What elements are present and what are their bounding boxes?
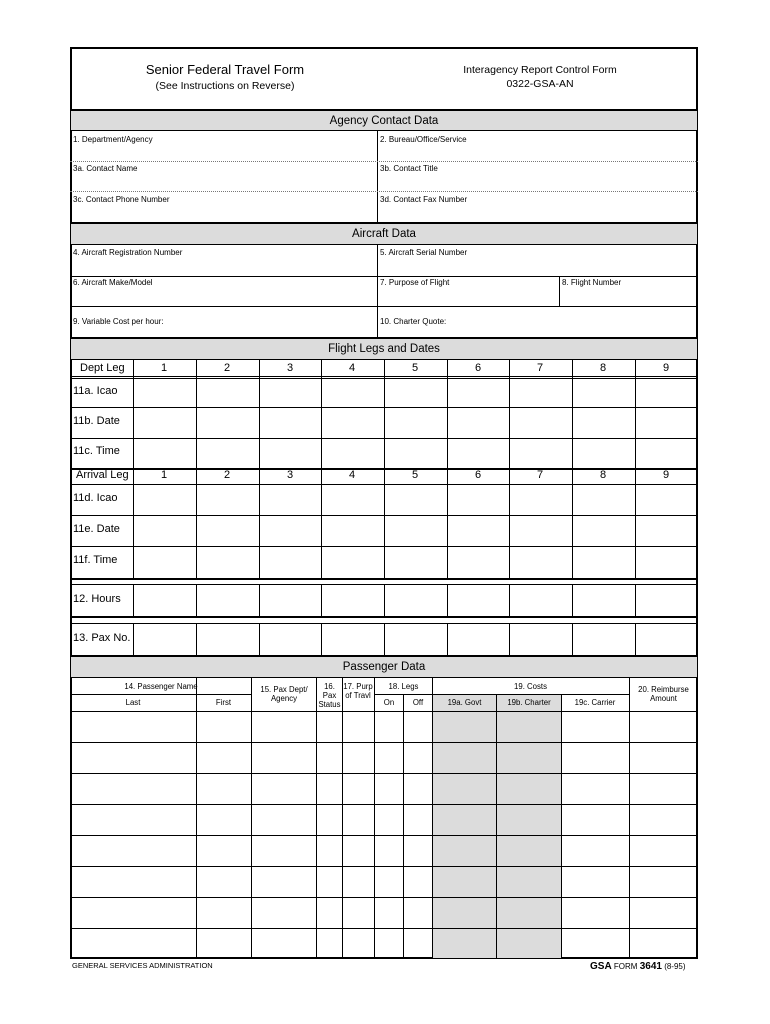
passenger-row-8-col-3-cell[interactable] <box>251 928 316 958</box>
passenger-row-8-col-10-cell[interactable] <box>561 928 629 958</box>
11c-leg-7-cell[interactable] <box>509 438 572 468</box>
passenger-row-4-col-11-cell[interactable] <box>629 804 697 835</box>
passenger-row-2-col-10-cell[interactable] <box>561 742 629 773</box>
passenger-row-4-col-2-cell[interactable] <box>196 804 251 835</box>
passenger-row-1-col-9-cell[interactable] <box>496 711 561 742</box>
passenger-row-2-col-4-cell[interactable] <box>316 742 342 773</box>
11c-leg-2-cell[interactable] <box>196 438 259 468</box>
passenger-row-3-col-4-cell[interactable] <box>316 773 342 804</box>
11e-leg-6-cell[interactable] <box>447 515 509 546</box>
passenger-row-1-col-8-cell[interactable] <box>432 711 496 742</box>
11a-leg-8-cell[interactable] <box>572 378 635 407</box>
header-purpose: 17. Purp of Travl <box>343 682 373 700</box>
passenger-row-7-col-8-cell[interactable] <box>432 897 496 928</box>
11f-leg-2-cell[interactable] <box>196 546 259 578</box>
passenger-row-6-col-10-cell[interactable] <box>561 866 629 897</box>
contact-name-field[interactable] <box>71 162 377 192</box>
passenger-row-4-col-5-cell[interactable] <box>342 804 374 835</box>
passenger-row-4-col-1-cell[interactable] <box>71 804 196 835</box>
12-leg-2-cell[interactable] <box>196 584 259 616</box>
12-leg-9-cell[interactable] <box>635 584 697 616</box>
form-title: Senior Federal Travel Form <box>145 62 305 77</box>
passenger-row-1-col-4-cell[interactable] <box>316 711 342 742</box>
11c-leg-9-cell[interactable] <box>635 438 697 468</box>
passenger-row-2-col-1-cell[interactable] <box>71 742 196 773</box>
passenger-row-5-col-11-cell[interactable] <box>629 835 697 866</box>
11b-leg-9-cell[interactable] <box>635 407 697 438</box>
passenger-row-3-col-2-cell[interactable] <box>196 773 251 804</box>
11f-leg-8-cell[interactable] <box>572 546 635 578</box>
passenger-row-4-col-10-cell[interactable] <box>561 804 629 835</box>
header-last: Last <box>125 698 141 707</box>
12-leg-1-cell[interactable] <box>133 584 196 616</box>
arrival-number: 4 <box>348 469 356 481</box>
dept-number: 6 <box>474 362 482 374</box>
11b-leg-6-cell[interactable] <box>447 407 509 438</box>
passenger-row-8-col-9-cell[interactable] <box>496 928 561 958</box>
contact-title-field[interactable] <box>378 162 697 192</box>
header-reimburse: 20. Reimburse Amount <box>638 685 689 703</box>
11a-leg-2-cell[interactable] <box>196 378 259 407</box>
passenger-row-6-col-5-cell[interactable] <box>342 866 374 897</box>
passenger-row-6-col-9-cell[interactable] <box>496 866 561 897</box>
11f-leg-4-cell[interactable] <box>321 546 384 578</box>
arrival-number: 7 <box>536 469 544 481</box>
grid-line <box>70 616 698 618</box>
11a-leg-1-cell[interactable] <box>133 378 196 407</box>
11c-leg-6-cell[interactable] <box>447 438 509 468</box>
row-11f-label: 11f. Time <box>73 554 118 566</box>
row-11b-label: 11b. Date <box>73 415 120 427</box>
contact-fax-field[interactable] <box>378 192 697 222</box>
11e-leg-5-cell[interactable] <box>384 515 447 546</box>
contact-phone-field[interactable] <box>71 192 377 222</box>
footer-form: FORM <box>613 962 638 971</box>
passenger-row-6-col-1-cell[interactable] <box>71 866 196 897</box>
11a-leg-3-cell[interactable] <box>259 378 321 407</box>
contact-fax-label: 3d. Contact Fax Number <box>380 195 468 204</box>
11a-leg-4-cell[interactable] <box>321 378 384 407</box>
form-subtitle: (See Instructions on Reverse) <box>155 80 295 92</box>
header-charter: 19b. Charter <box>507 698 551 707</box>
passenger-row-8-col-11-cell[interactable] <box>629 928 697 958</box>
row-11c-label: 11c. Time <box>73 445 120 457</box>
passenger-row-5-col-3-cell[interactable] <box>251 835 316 866</box>
passenger-row-5-col-7-cell[interactable] <box>403 835 432 866</box>
11b-leg-4-cell[interactable] <box>321 407 384 438</box>
passenger-row-2-col-3-cell[interactable] <box>251 742 316 773</box>
passenger-row-5-col-1-cell[interactable] <box>71 835 196 866</box>
12-leg-7-cell[interactable] <box>509 584 572 616</box>
passenger-row-6-col-4-cell[interactable] <box>316 866 342 897</box>
passenger-row-2-col-2-cell[interactable] <box>196 742 251 773</box>
passenger-row-6-col-11-cell[interactable] <box>629 866 697 897</box>
11d-leg-2-cell[interactable] <box>196 484 259 515</box>
passenger-row-1-col-7-cell[interactable] <box>403 711 432 742</box>
bureau-field[interactable] <box>378 131 697 161</box>
11e-leg-9-cell[interactable] <box>635 515 697 546</box>
legs-band: Flight Legs and Dates <box>71 337 697 360</box>
variable-cost-label: 9. Variable Cost per hour: <box>73 317 164 326</box>
passenger-row-7-col-9-cell[interactable] <box>496 897 561 928</box>
dept-number: 7 <box>536 362 544 374</box>
passenger-row-1-col-11-cell[interactable] <box>629 711 697 742</box>
passenger-row-1-col-1-cell[interactable] <box>71 711 196 742</box>
header-govt: 19a. Govt <box>447 698 482 707</box>
passenger-row-5-col-2-cell[interactable] <box>196 835 251 866</box>
11f-leg-1-cell[interactable] <box>133 546 196 578</box>
12-leg-3-cell[interactable] <box>259 584 321 616</box>
passenger-row-1-col-6-cell[interactable] <box>374 711 403 742</box>
11f-leg-9-cell[interactable] <box>635 546 697 578</box>
serial-field[interactable] <box>378 245 697 276</box>
11d-leg-7-cell[interactable] <box>509 484 572 515</box>
header-first: First <box>215 698 232 707</box>
passenger-row-7-col-5-cell[interactable] <box>342 897 374 928</box>
passenger-row-3-col-7-cell[interactable] <box>403 773 432 804</box>
header-off: Off <box>412 698 424 707</box>
passenger-row-3-col-11-cell[interactable] <box>629 773 697 804</box>
purpose-label: 7. Purpose of Flight <box>380 278 450 287</box>
passenger-row-4-col-3-cell[interactable] <box>251 804 316 835</box>
11f-leg-6-cell[interactable] <box>447 546 509 578</box>
passenger-row-3-col-5-cell[interactable] <box>342 773 374 804</box>
passenger-row-7-col-10-cell[interactable] <box>561 897 629 928</box>
passenger-row-2-col-11-cell[interactable] <box>629 742 697 773</box>
passenger-row-8-col-6-cell[interactable] <box>374 928 403 958</box>
passenger-row-6-col-2-cell[interactable] <box>196 866 251 897</box>
12-leg-5-cell[interactable] <box>384 584 447 616</box>
passenger-row-5-col-5-cell[interactable] <box>342 835 374 866</box>
11d-leg-3-cell[interactable] <box>259 484 321 515</box>
charter-quote-field[interactable] <box>378 307 697 337</box>
passenger-row-5-col-10-cell[interactable] <box>561 835 629 866</box>
passenger-row-2-col-9-cell[interactable] <box>496 742 561 773</box>
contact-phone-label: 3c. Contact Phone Number <box>73 195 170 204</box>
dept-number: 1 <box>160 362 168 374</box>
footer-date: (8-95) <box>664 962 686 971</box>
11a-leg-9-cell[interactable] <box>635 378 697 407</box>
11c-leg-3-cell[interactable] <box>259 438 321 468</box>
flight-number-label: 8. Flight Number <box>562 278 622 287</box>
dept-number: 3 <box>286 362 294 374</box>
aircraft-band: Aircraft Data <box>71 222 697 245</box>
department-label: 1. Department/Agency <box>73 135 153 144</box>
11d-leg-1-cell[interactable] <box>133 484 196 515</box>
passenger-row-6-col-3-cell[interactable] <box>251 866 316 897</box>
grid-line <box>432 694 629 695</box>
arrival-number: 1 <box>160 469 168 481</box>
11b-leg-5-cell[interactable] <box>384 407 447 438</box>
arrival-number: 5 <box>411 469 419 481</box>
dept-number: 4 <box>348 362 356 374</box>
passenger-row-4-col-6-cell[interactable] <box>374 804 403 835</box>
passenger-row-3-col-3-cell[interactable] <box>251 773 316 804</box>
11e-leg-7-cell[interactable] <box>509 515 572 546</box>
11e-leg-2-cell[interactable] <box>196 515 259 546</box>
passenger-row-7-col-1-cell[interactable] <box>71 897 196 928</box>
passenger-row-7-col-7-cell[interactable] <box>403 897 432 928</box>
passenger-row-8-col-8-cell[interactable] <box>432 928 496 958</box>
contact-name-label: 3a. Contact Name <box>73 164 138 173</box>
header-pax-dept: 15. Pax Dept/ Agency <box>260 685 308 703</box>
passenger-row-7-col-4-cell[interactable] <box>316 897 342 928</box>
13-leg-2-cell[interactable] <box>196 623 259 655</box>
grid-line <box>70 958 698 959</box>
13-leg-7-cell[interactable] <box>509 623 572 655</box>
passenger-row-4-col-8-cell[interactable] <box>432 804 496 835</box>
arrival-leg-label: Arrival Leg <box>76 469 129 481</box>
arrival-number: 8 <box>599 469 607 481</box>
13-leg-8-cell[interactable] <box>572 623 635 655</box>
passenger-row-7-col-6-cell[interactable] <box>374 897 403 928</box>
header-passenger-name: 14. Passenger Name <box>124 682 198 691</box>
11b-leg-7-cell[interactable] <box>509 407 572 438</box>
row-11e-label: 11e. Date <box>73 523 120 535</box>
control-number: 0322-GSA-AN <box>506 78 574 90</box>
11b-leg-8-cell[interactable] <box>572 407 635 438</box>
charter-quote-label: 10. Charter Quote: <box>380 317 447 326</box>
dept-number: 8 <box>599 362 607 374</box>
grid-line <box>374 694 432 695</box>
footer-number: 3641 <box>639 961 662 972</box>
11b-leg-2-cell[interactable] <box>196 407 259 438</box>
13-leg-6-cell[interactable] <box>447 623 509 655</box>
passenger-row-5-col-4-cell[interactable] <box>316 835 342 866</box>
11e-leg-3-cell[interactable] <box>259 515 321 546</box>
variable-cost-field[interactable] <box>71 307 377 337</box>
passenger-row-4-col-7-cell[interactable] <box>403 804 432 835</box>
passenger-row-2-col-6-cell[interactable] <box>374 742 403 773</box>
passenger-row-5-col-9-cell[interactable] <box>496 835 561 866</box>
11e-leg-8-cell[interactable] <box>572 515 635 546</box>
agency-band: Agency Contact Data <box>71 109 697 131</box>
header-carrier: 19c. Carrier <box>574 698 616 707</box>
passenger-row-8-col-5-cell[interactable] <box>342 928 374 958</box>
12-leg-6-cell[interactable] <box>447 584 509 616</box>
13-leg-3-cell[interactable] <box>259 623 321 655</box>
footer-agency: GENERAL SERVICES ADMINISTRATION <box>72 961 213 970</box>
grid-line <box>71 694 251 695</box>
11f-leg-7-cell[interactable] <box>509 546 572 578</box>
11a-leg-6-cell[interactable] <box>447 378 509 407</box>
13-leg-5-cell[interactable] <box>384 623 447 655</box>
dept-number: 5 <box>411 362 419 374</box>
registration-label: 4. Aircraft Registration Number <box>73 248 183 257</box>
11b-leg-3-cell[interactable] <box>259 407 321 438</box>
11d-leg-5-cell[interactable] <box>384 484 447 515</box>
passenger-row-7-col-2-cell[interactable] <box>196 897 251 928</box>
passenger-band: Passenger Data <box>71 655 697 678</box>
11d-leg-8-cell[interactable] <box>572 484 635 515</box>
passenger-row-1-col-2-cell[interactable] <box>196 711 251 742</box>
row-11a-label: 11a. Icao <box>73 385 118 397</box>
11d-leg-4-cell[interactable] <box>321 484 384 515</box>
passenger-row-1-col-3-cell[interactable] <box>251 711 316 742</box>
13-leg-1-cell[interactable] <box>133 623 196 655</box>
11b-leg-1-cell[interactable] <box>133 407 196 438</box>
arrival-number: 9 <box>662 469 670 481</box>
make-model-label: 6. Aircraft Make/Model <box>73 278 153 287</box>
control-title: Interagency Report Control Form <box>463 64 617 76</box>
row-11d-label: 11d. Icao <box>73 492 118 504</box>
11d-leg-6-cell[interactable] <box>447 484 509 515</box>
passenger-row-6-col-8-cell[interactable] <box>432 866 496 897</box>
passenger-row-3-col-1-cell[interactable] <box>71 773 196 804</box>
passenger-row-8-col-4-cell[interactable] <box>316 928 342 958</box>
row-12-label: 12. Hours <box>73 593 121 605</box>
passenger-row-8-col-7-cell[interactable] <box>403 928 432 958</box>
dept-number: 9 <box>662 362 670 374</box>
make-model-field[interactable] <box>71 277 377 306</box>
13-leg-9-cell[interactable] <box>635 623 697 655</box>
row-13-label: 13. Pax No. <box>73 632 131 644</box>
flight-number-field[interactable] <box>560 277 697 306</box>
header-on: On <box>383 698 395 707</box>
serial-label: 5. Aircraft Serial Number <box>380 248 468 257</box>
11a-leg-7-cell[interactable] <box>509 378 572 407</box>
passenger-row-3-col-8-cell[interactable] <box>432 773 496 804</box>
header-legs: 18. Legs <box>388 682 419 691</box>
purpose-field[interactable] <box>378 277 559 306</box>
passenger-row-7-col-11-cell[interactable] <box>629 897 697 928</box>
11c-leg-8-cell[interactable] <box>572 438 635 468</box>
11a-leg-5-cell[interactable] <box>384 378 447 407</box>
dept-number: 2 <box>223 362 231 374</box>
passenger-row-2-col-8-cell[interactable] <box>432 742 496 773</box>
arrival-number: 6 <box>474 469 482 481</box>
11f-leg-5-cell[interactable] <box>384 546 447 578</box>
arrival-number: 3 <box>286 469 294 481</box>
passenger-row-8-col-2-cell[interactable] <box>196 928 251 958</box>
passenger-row-6-col-7-cell[interactable] <box>403 866 432 897</box>
11e-leg-1-cell[interactable] <box>133 515 196 546</box>
passenger-row-7-col-3-cell[interactable] <box>251 897 316 928</box>
passenger-row-5-col-6-cell[interactable] <box>374 835 403 866</box>
grid-line <box>70 578 698 580</box>
dept-leg-label: Dept Leg <box>80 362 125 374</box>
12-leg-4-cell[interactable] <box>321 584 384 616</box>
footer-form-id <box>590 961 686 972</box>
passenger-row-2-col-7-cell[interactable] <box>403 742 432 773</box>
department-field[interactable] <box>71 131 377 161</box>
11e-leg-4-cell[interactable] <box>321 515 384 546</box>
contact-title-label: 3b. Contact Title <box>380 164 438 173</box>
header-costs: 19. Costs <box>514 682 547 691</box>
passenger-row-3-col-9-cell[interactable] <box>496 773 561 804</box>
11c-leg-5-cell[interactable] <box>384 438 447 468</box>
passenger-row-1-col-10-cell[interactable] <box>561 711 629 742</box>
passenger-row-8-col-1-cell[interactable] <box>71 928 196 958</box>
11f-leg-3-cell[interactable] <box>259 546 321 578</box>
11c-leg-4-cell[interactable] <box>321 438 384 468</box>
12-leg-8-cell[interactable] <box>572 584 635 616</box>
passenger-row-4-col-4-cell[interactable] <box>316 804 342 835</box>
header-pax-status: 16. Pax Status <box>318 682 341 709</box>
arrival-number: 2 <box>223 469 231 481</box>
passenger-row-4-col-9-cell[interactable] <box>496 804 561 835</box>
passenger-row-5-col-8-cell[interactable] <box>432 835 496 866</box>
passenger-row-3-col-10-cell[interactable] <box>561 773 629 804</box>
registration-field[interactable] <box>71 245 377 276</box>
bureau-label: 2. Bureau/Office/Service <box>380 135 467 144</box>
11d-leg-9-cell[interactable] <box>635 484 697 515</box>
passenger-row-1-col-5-cell[interactable] <box>342 711 374 742</box>
passenger-row-2-col-5-cell[interactable] <box>342 742 374 773</box>
11c-leg-1-cell[interactable] <box>133 438 196 468</box>
passenger-row-6-col-6-cell[interactable] <box>374 866 403 897</box>
passenger-row-3-col-6-cell[interactable] <box>374 773 403 804</box>
13-leg-4-cell[interactable] <box>321 623 384 655</box>
footer-gsa: GSA <box>590 961 612 972</box>
